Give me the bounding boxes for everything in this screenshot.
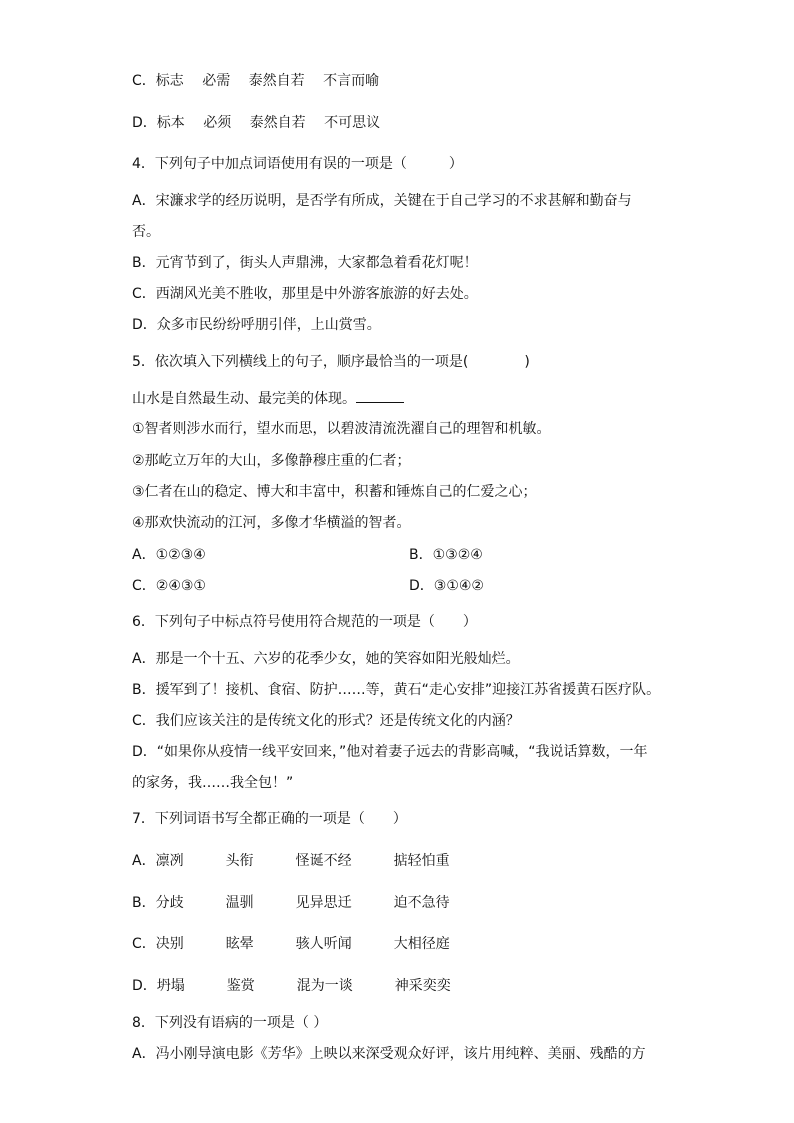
q4-option-a-line2: 否。 (132, 224, 160, 240)
q5-sentence-1: ①智者则涉水而行，望水而思，以碧波清流洗濯自己的理智和机敏。 (132, 421, 551, 437)
q8-stem: 8．下列没有语病的一项是（ ） (132, 1015, 328, 1031)
q5-option-d: D．③①④② (409, 578, 484, 594)
q7-option-d: D．坍塌 鉴赏 混为一谈 神采奕奕 (132, 978, 451, 994)
q5-stem: 5．依次填入下列横线上的句子，顺序最恰当的一项是( ) (132, 354, 530, 370)
q6-option-d-line2: 的家务，我……我全包！” (132, 775, 294, 791)
q7-option-c: C．决别 眩晕 骇人听闻 大相径庭 (132, 936, 450, 952)
q5-passage-text: 山水是自然最生动、最完美的体现。 (132, 391, 356, 407)
q4-option-b: B．元宵节到了，街头人声鼎沸，大家都急着看花灯呢！ (132, 255, 478, 271)
q6-option-d-line1: D．“如果你从疫情一线平安回来，”他对着妻子远去的背影高喊，“我说话算数，一年 (132, 744, 648, 760)
q5-option-b: B．①③②④ (409, 547, 483, 563)
q5-sentence-3: ③仁者在山的稳定、博大和丰富中，积蓄和锤炼自己的仁爱之心； (132, 484, 537, 500)
q5-passage (132, 388, 404, 409)
q4-stem: 4．下列句子中加点词语使用有误的一项是（ ） (132, 156, 463, 172)
q6-option-c: C．我们应该关注的是传统文化的形式？还是传统文化的内涵？ (132, 713, 520, 729)
q7-stem: 7．下列词语书写全都正确的一项是（ ） (132, 811, 407, 827)
q3-option-d: D．标本 必须 泰然自若 不可思议 (132, 115, 381, 131)
q4-option-a-line1: A．宋濂求学的经历说明，是否学有所成，关键在于自己学习的不求甚解和勤奋与 (132, 193, 632, 209)
q5-option-a: A．①②③④ (132, 547, 206, 563)
q8-option-a-line1: A．冯小刚导演电影《芳华》上映以来深受观众好评，该片用纯粹、美丽、残酷的方 (132, 1046, 646, 1062)
q4-option-d: D．众多市民纷纷呼朋引伴，上山赏雪。 (132, 317, 381, 333)
q3-option-c: C．标志 必需 泰然自若 不言而喻 (132, 73, 380, 89)
q7-option-b: B．分歧 温驯 见异思迁 迫不急待 (132, 895, 450, 911)
q5-sentence-2: ②那屹立万年的大山，多像静穆庄重的仁者； (132, 453, 411, 469)
q6-option-b: B．援军到了！接机、食宿、防护……等，黄石“走心安排”迎接江苏省援黄石医疗队。 (132, 682, 661, 698)
q4-option-c: C．西湖风光美不胜收，那里是中外游客旅游的好去处。 (132, 286, 478, 302)
q6-option-a: A．那是一个十五、六岁的花季少女，她的笑容如阳光般灿烂。 (132, 651, 520, 667)
q7-option-a: A．凛冽 头衔 怪诞不经 掂轻怕重 (132, 853, 450, 869)
fill-blank (356, 388, 404, 403)
q5-option-c: C．②④③① (132, 578, 206, 594)
q5-sentence-4: ④那欢快流动的江河，多像才华横溢的智者。 (132, 515, 411, 531)
q6-stem: 6．下列句子中标点符号使用符合规范的一项是（ ） (132, 614, 477, 630)
